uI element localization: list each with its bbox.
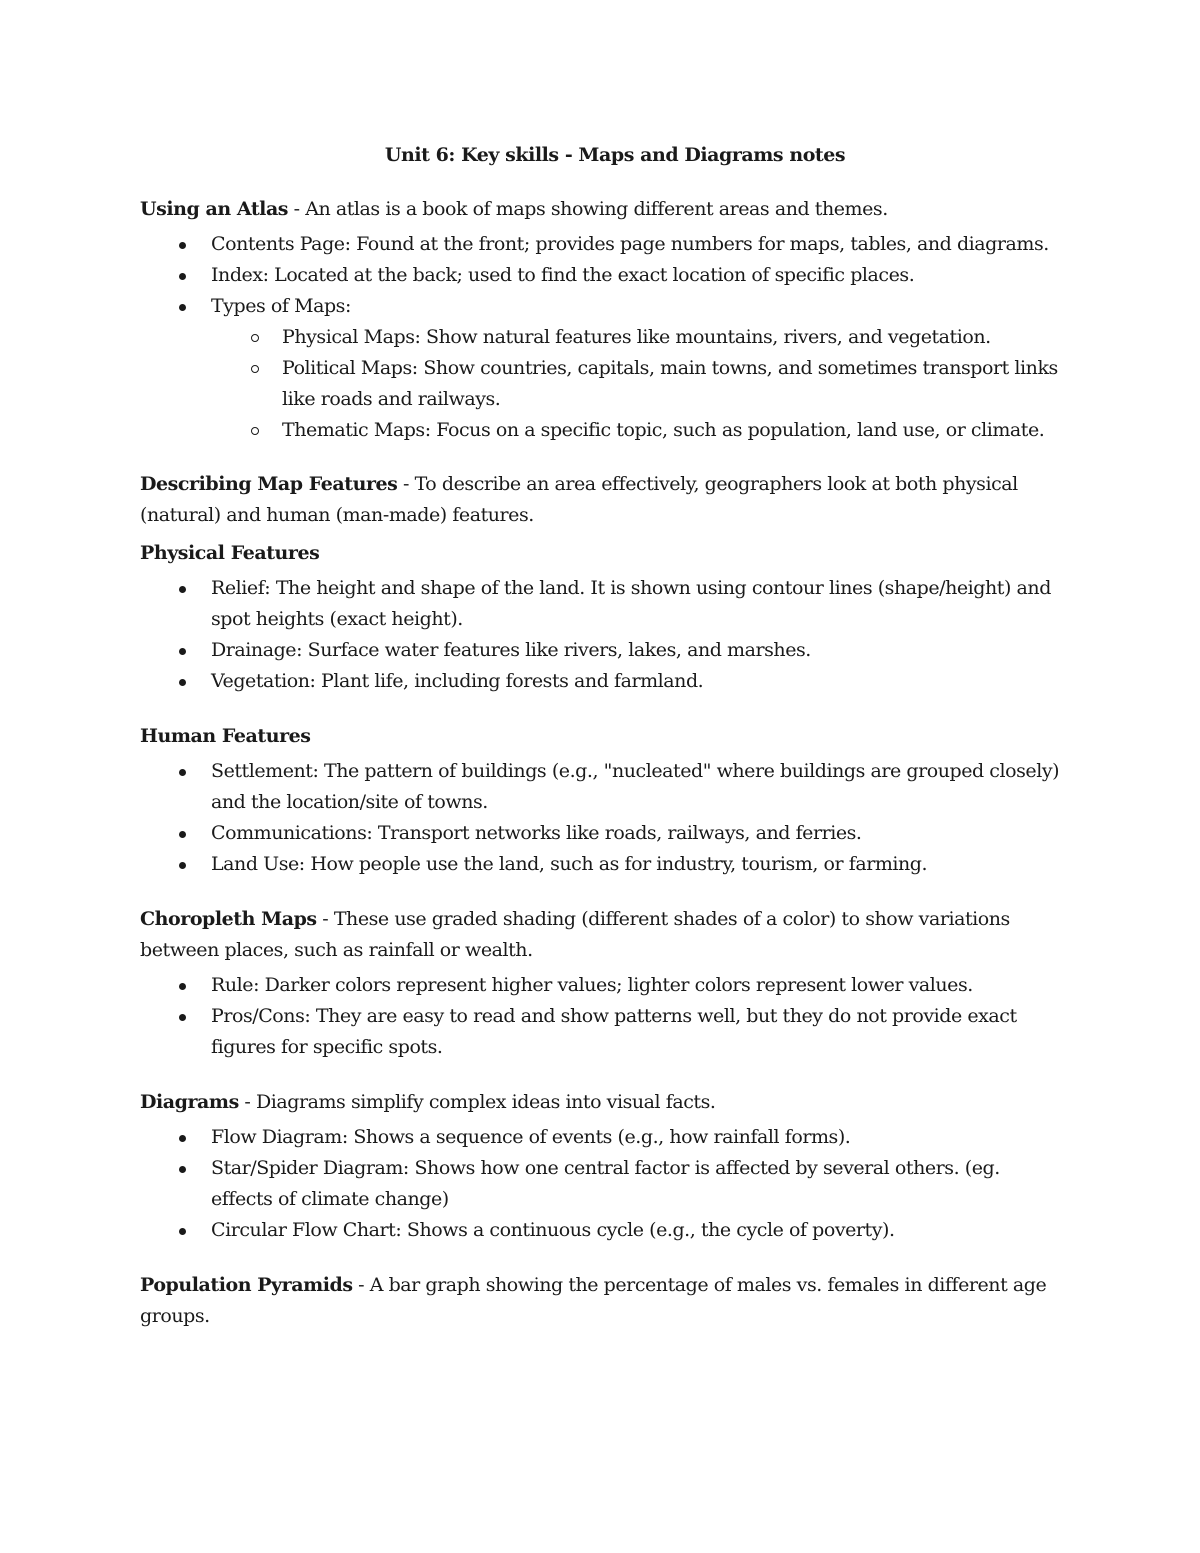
pyramids-text: A bar graph showing the percentage of males vs. females in different age groups. [140, 1274, 1047, 1327]
choropleth-list [140, 970, 1060, 1063]
human-list [140, 756, 1060, 880]
diagrams-heading: Diagrams [140, 1091, 239, 1113]
sub-list-item: Physical Maps: Show natural features like mountains, rivers, and vegetation. [211, 322, 1060, 353]
describing-text: To describe an area effectively, geographers look at both physical (natural) and human (man-made) features. [140, 473, 1018, 526]
sub-list-item: Political Maps: Show countries, capitals, main towns, and sometimes transport links like roads and railways. [211, 353, 1060, 415]
list-item: Contents Page: Found at the front; provides page numbers for maps, tables, and diagrams. [140, 229, 1060, 260]
human-heading: Human Features [140, 725, 311, 747]
list-item: Drainage: Surface water features like rivers, lakes, and marshes. [140, 635, 1060, 666]
list-item: Circular Flow Chart: Shows a continuous cycle (e.g., the cycle of poverty). [140, 1215, 1060, 1246]
list-item: Relief: The height and shape of the land. It is shown using contour lines (shape/height) and spot heights (exact height). [140, 573, 1060, 635]
pyramids-separator: - [352, 1274, 370, 1296]
list-item: Star/Spider Diagram: Shows how one central factor is affected by several others. (eg. effects of climate change) [140, 1153, 1060, 1215]
atlas-heading: Using an Atlas [140, 198, 289, 220]
choropleth-separator: - [316, 908, 334, 930]
diagrams-intro [140, 1087, 1060, 1118]
atlas-list [140, 229, 1060, 446]
list-item: Communications: Transport networks like roads, railways, and ferries. [140, 818, 1060, 849]
list-item: Vegetation: Plant life, including forests and farmland. [140, 666, 1060, 697]
list-item: Land Use: How people use the land, such as for industry, tourism, or farming. [140, 849, 1060, 880]
list-item: Pros/Cons: They are easy to read and show patterns well, but they do not provide exact figures for specific spots. [140, 1001, 1060, 1063]
sub-list-item: Thematic Maps: Focus on a specific topic, such as population, land use, or climate. [211, 415, 1060, 446]
choropleth-intro [140, 904, 1060, 966]
diagrams-text: Diagrams simplify complex ideas into visual facts. [255, 1091, 716, 1113]
diagrams-separator: - [238, 1091, 256, 1113]
document-title: Unit 6: Key skills - Maps and Diagrams notes [384, 144, 846, 166]
list-item [140, 291, 1060, 446]
atlas-separator: - [288, 198, 306, 220]
physical-heading: Physical Features [140, 542, 320, 564]
describing-separator: - [397, 473, 415, 495]
document-page [140, 140, 1060, 1332]
list-item: Index: Located at the back; used to find the exact location of specific places. [140, 260, 1060, 291]
diagrams-list [140, 1122, 1060, 1246]
physical-list [140, 573, 1060, 697]
list-item: Rule: Darker colors represent higher values; lighter colors represent lower values. [140, 970, 1060, 1001]
list-item: Flow Diagram: Shows a sequence of events (e.g., how rainfall forms). [140, 1122, 1060, 1153]
describing-intro [140, 469, 1060, 531]
choropleth-text: These use graded shading (different shades of a color) to show variations between places, such as rainfall or wealth. [140, 908, 1010, 961]
pyramids-intro [140, 1270, 1060, 1332]
describing-heading: Describing Map Features [140, 473, 398, 495]
pyramids-heading: Population Pyramids [140, 1274, 353, 1296]
list-item-label: Types of Maps: [211, 295, 351, 317]
map-types-list [211, 322, 1060, 446]
atlas-intro [140, 194, 1060, 225]
choropleth-heading: Choropleth Maps [140, 908, 317, 930]
atlas-text: An atlas is a book of maps showing different areas and themes. [305, 198, 888, 220]
list-item: Settlement: The pattern of buildings (e.g., "nucleated" where buildings are grouped closely) and the location/site of towns. [140, 756, 1060, 818]
